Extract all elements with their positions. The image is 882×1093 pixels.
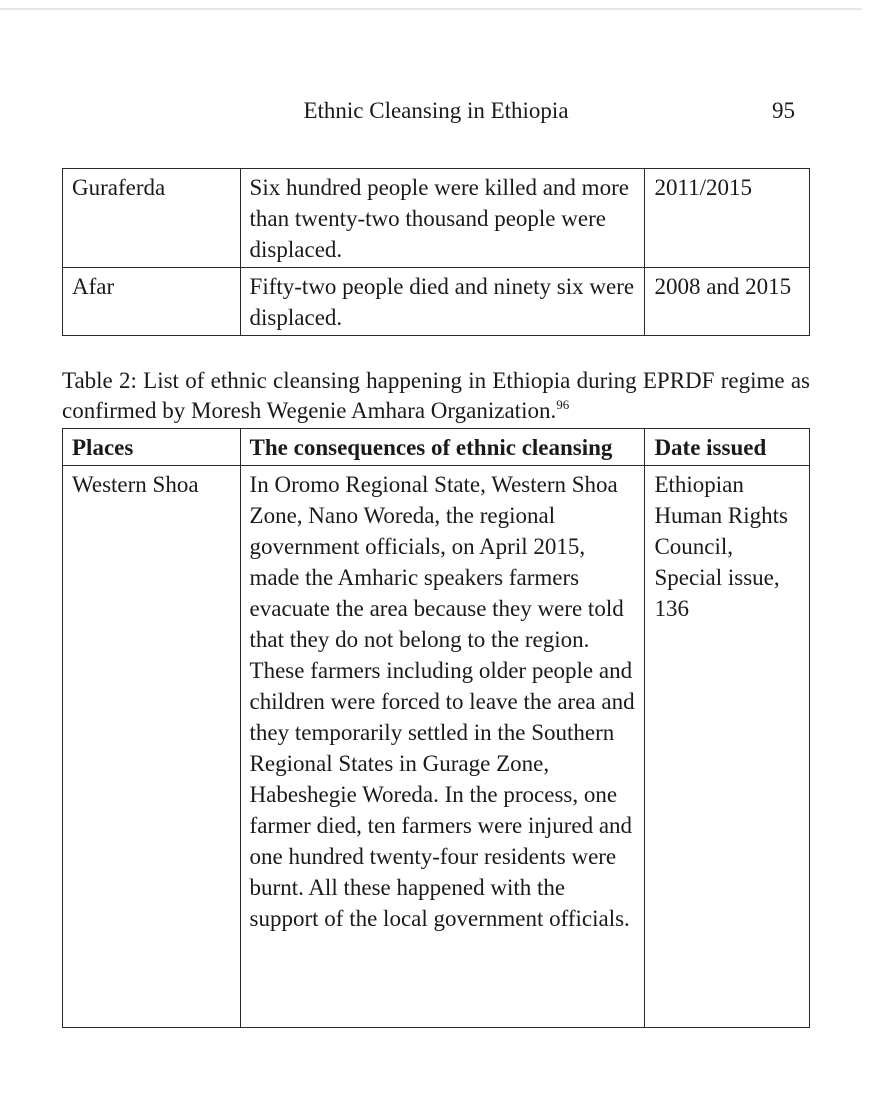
cell-consequence: Fifty-two people died and ninety six were displaced. — [240, 268, 645, 336]
header-consequences: The consequences of ethnic cleansing — [240, 429, 645, 466]
header-date-issued: Date issued — [645, 429, 810, 466]
cell-date: 2011/2015 — [645, 169, 810, 268]
top-edge-rule — [0, 8, 862, 10]
table-continued — [62, 168, 810, 336]
header-places: Places — [63, 429, 241, 466]
cell-place: Afar — [63, 268, 241, 336]
cell-consequence: In Oromo Regional State, Western Shoa Zone, Nano Woreda, the regional government officials, on April 2015, made the Amharic speakers farmers evacuate the area because they were told that they do not belong to the region. These farmers including older people and children were forced to leave the area and they temporarily settled in the Southern Regional States in Gurage Zone, Habeshegie Woreda. In the process, one farmer died, ten farmers were injured and one hundred twenty-four residents were burnt. All these happened with the support of the local government officials. — [240, 466, 645, 1028]
cell-date: Ethiopian Human Rights Council, Special issue, 136 — [645, 466, 810, 1028]
page-number: 95 — [772, 98, 795, 123]
table-row — [63, 169, 810, 268]
running-title: Ethnic Cleansing in Ethiopia — [303, 98, 569, 123]
table-row — [63, 466, 810, 1028]
caption-text: Table 2: List of ethnic cleansing happening in Ethiopia during EPRDF regime as confirmed by Moresh Wegenie Amhara Organization. — [62, 368, 810, 423]
cell-consequence: Six hundred people were killed and more than twenty-two thousand people were displaced. — [240, 169, 645, 268]
cell-place: Guraferda — [63, 169, 241, 268]
table-row — [63, 268, 810, 336]
table-caption — [62, 366, 810, 426]
table-header-row — [63, 429, 810, 466]
cell-place: Western Shoa — [63, 466, 241, 1028]
running-head — [0, 98, 882, 128]
cell-date: 2008 and 2015 — [645, 268, 810, 336]
ethnic-cleansing-table — [62, 428, 810, 1028]
footnote-marker: 96 — [556, 397, 570, 412]
